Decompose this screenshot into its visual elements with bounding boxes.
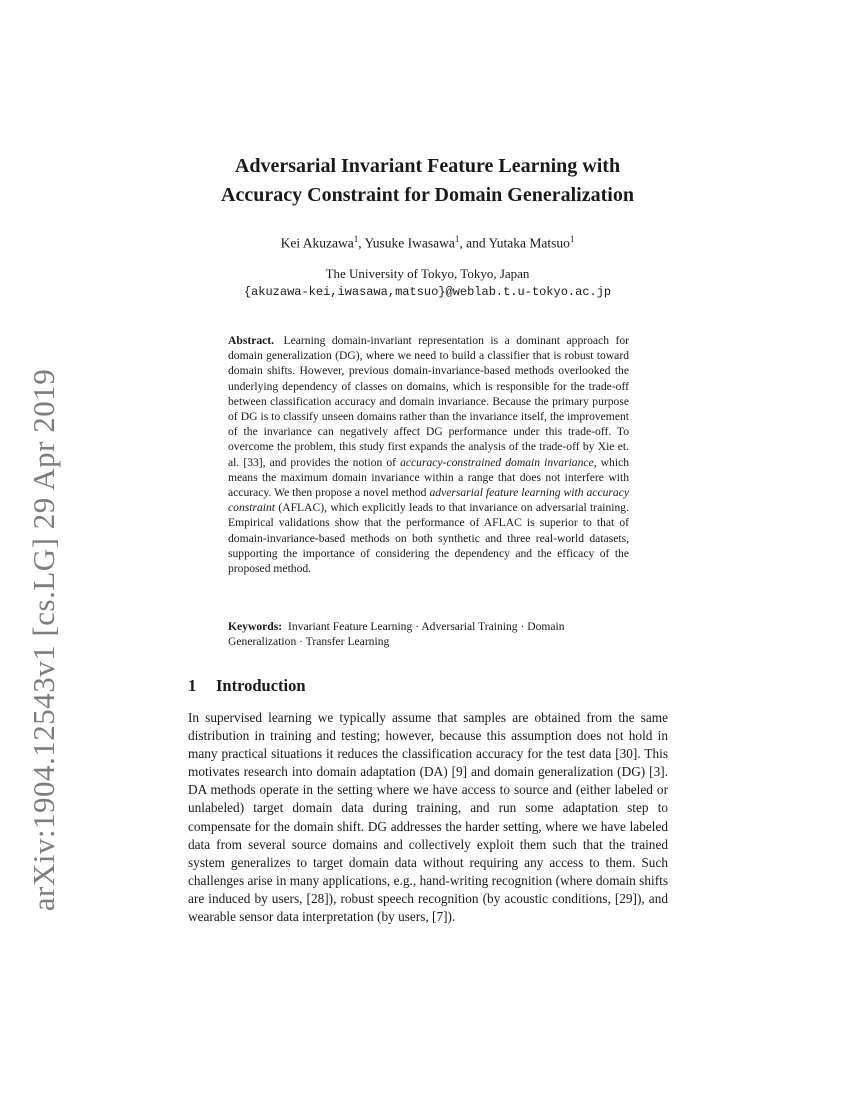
affiliation-marker: 1	[454, 234, 460, 244]
keywords	[228, 619, 629, 649]
introduction-paragraph: In supervised learning we typically assume that samples are obtained from the same distribution in training and testing; however, because this assumption does not hold in many practical situations it reduces the classification accuracy for the test data [30]. This motivates research into domain adaptation (DA) [9] and domain generalization (DG) [3]. DA methods operate in the setting where we have access to source and (either labeled or unlabeled) target domain data during training, and run some adaptation step to compensate for the domain shift. DG addresses the harder setting, where we have labeled data from several source domains and collectively exploit them such that the trained system generalizes to target domain data without requiring any access to them. Such challenges arise in many applications, e.g., hand-writing recognition (where domain shifts are induced by users, [28]), robust speech recognition (by acoustic conditions, [29]), and wearable sensor data interpretation (by users, [7]).	[188, 710, 668, 925]
author-name: Yutaka Matsuo	[488, 235, 570, 251]
section-title: Introduction	[216, 676, 306, 695]
abstract-emphasis-2: adversarial feature learning with accuracy constraint	[228, 486, 629, 515]
section-heading-introduction	[188, 676, 306, 696]
keywords-label: Keywords:	[228, 620, 283, 633]
paper-title	[160, 152, 695, 210]
author-separator: ,	[358, 235, 365, 251]
author-name: Yusuke Iwasawa	[364, 235, 455, 251]
abstract-label: Abstract.	[228, 334, 275, 347]
author-separator: , and	[459, 235, 489, 251]
author-emails: {akuzawa-kei,iwasawa,matsuo}@weblab.t.u-tokyo.ac.jp	[243, 285, 612, 299]
arxiv-identifier-stamp: arXiv:1904.12543v1 [cs.LG] 29 Apr 2019	[26, 368, 61, 912]
title-line-1: Adversarial Invariant Feature Learning with	[234, 155, 621, 177]
abstract-text-part-2: , which means the maximum domain invariance within a range that does not interfere with accuracy. We then propose a novel method	[228, 455, 629, 500]
abstract-text-part-1: Learning domain-invariant representation is a dominant approach for domain generalization (DG), where we need to build a classifier that is robust toward domain shifts. However, previous domain-invariance-based methods overlooked the underlying dependency of classes on domains, which is responsible for the trade-off between classification accuracy and domain invariance. Because the primary purpose of DG is to classify unseen domains rather than the invariance itself, the improvement of the invariance can negatively affect DG performance under this trade-off. To overcome the problem, this study first expands the analysis of the trade-off by Xie et. al. [33], and provides the notion of	[228, 334, 629, 469]
keywords-text: Invariant Feature Learning · Adversarial Training · Domain Generalization · Transfer Learning	[228, 620, 565, 649]
abstract-text-part-3: (AFLAC), which explicitly leads to that invariance on adversarial training. Empirical validations show that the performance of AFLAC is superior to that of domain-invariance-based methods on both synthetic and three real-world datasets, supporting the importance of considering the dependency and the efficacy of the proposed method.	[228, 501, 629, 576]
affiliation-name: The University of Tokyo, Tokyo, Japan	[325, 266, 530, 281]
affiliation-marker: 1	[353, 234, 359, 244]
abstract	[228, 333, 629, 576]
title-line-2: Accuracy Constraint for Domain Generalization	[221, 184, 634, 206]
abstract-emphasis-1: accuracy-constrained domain invariance	[400, 455, 594, 469]
section-number: 1	[188, 676, 197, 695]
affiliation-marker: 1	[569, 234, 575, 244]
author-name: Kei Akuzawa	[280, 235, 354, 251]
affiliation-block	[160, 264, 695, 302]
author-list	[160, 234, 695, 252]
